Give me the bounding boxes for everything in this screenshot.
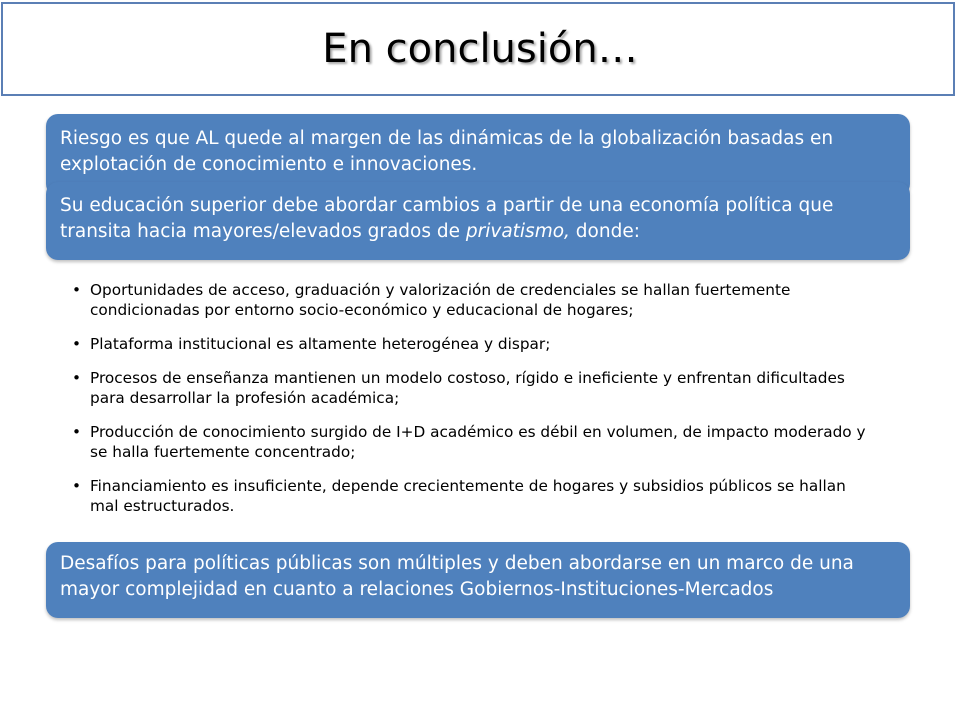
bullet-text: Procesos de enseñanza mantienen un modelo costoso, rígido e ineficiente y enfrentan dificultades para desarrollar la profesión académica; — [90, 369, 845, 407]
bullet-item — [72, 334, 872, 354]
bullet-item — [72, 422, 872, 462]
title-box — [1, 2, 955, 96]
slide-title: En conclusión… — [322, 26, 638, 72]
conditions-bullet-list — [72, 280, 872, 530]
bullet-item — [72, 368, 872, 408]
higher-education-text-italic: privatismo, — [465, 221, 570, 242]
challenges-panel-text: Desafíos para políticas públicas son múltiples y deben abordarse en un marco de una mayor complejidad en cuanto a relaciones Gobiernos-Instituciones-Mercados — [60, 553, 854, 600]
higher-education-panel — [46, 182, 910, 260]
challenges-panel — [46, 542, 910, 618]
bullet-item — [72, 280, 872, 320]
risk-panel-text: Riesgo es que AL quede al margen de las dinámicas de la globalización basadas en explotación de conocimiento e innovaciones. — [60, 128, 834, 175]
higher-education-text-before: Su educación superior debe abordar cambios a partir de una economía política que transita hacia mayores/elevados grados de — [60, 195, 834, 242]
bullet-dot: • — [72, 335, 82, 353]
bullet-dot: • — [72, 477, 82, 495]
bullet-text: Oportunidades de acceso, graduación y valorización de credenciales se hallan fuertemente condicionadas por entorno socio-económico y educacional de hogares; — [90, 281, 791, 319]
bullet-dot: • — [72, 423, 82, 441]
bullet-text: Plataforma institucional es altamente heterogénea y dispar; — [90, 335, 551, 353]
bullet-item — [72, 476, 872, 516]
bullet-dot: • — [72, 369, 82, 387]
bullet-text: Producción de conocimiento surgido de I+D académico es débil en volumen, de impacto moderado y se halla fuertemente concentrado; — [90, 423, 866, 461]
bullet-text: Financiamiento es insuficiente, depende crecientemente de hogares y subsidios públicos se hallan mal estructurados. — [90, 477, 846, 515]
bullet-dot: • — [72, 281, 82, 299]
higher-education-text-after: donde: — [569, 221, 640, 242]
